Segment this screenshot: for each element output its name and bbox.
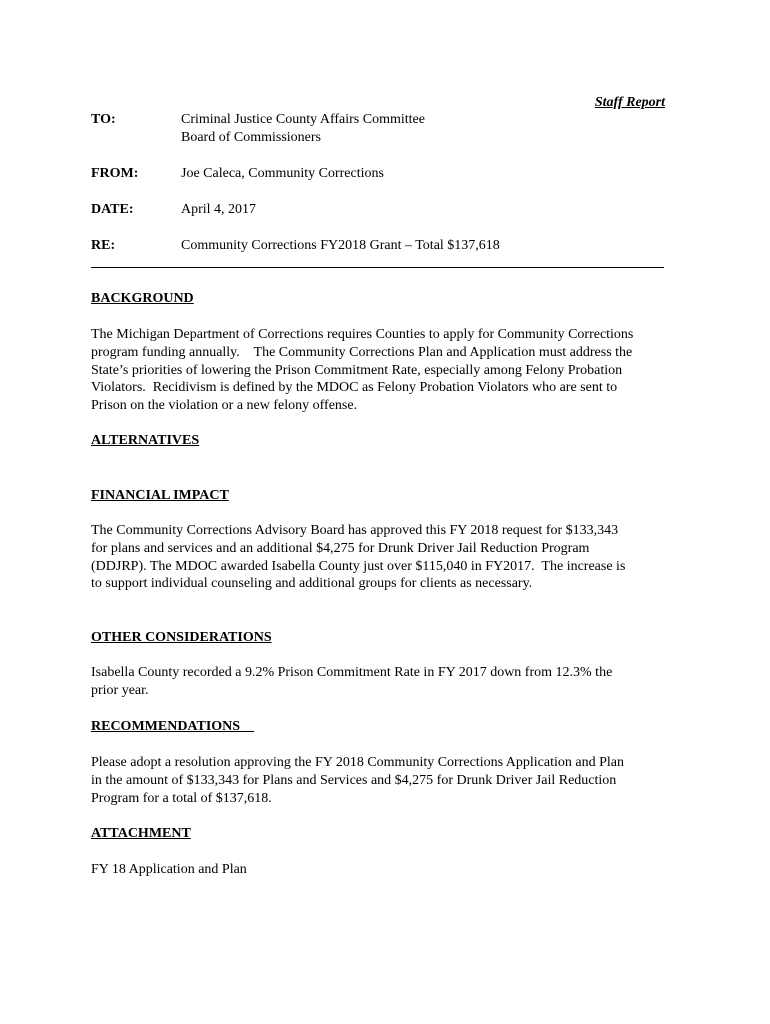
background-line: State’s priorities of lowering the Prison Commitment Rate, especially among Felony Probation xyxy=(91,362,623,378)
background-line: Prison on the violation or a new felony offense. xyxy=(91,398,358,414)
financial-impact-line: for plans and services and an additional $4,275 for Drunk Driver Jail Reduction Program xyxy=(91,540,590,556)
recommendations-line: Program for a total of $137,618. xyxy=(91,790,272,806)
recommendations-line: in the amount of $133,343 for Plans and Services and $4,275 for Drunk Driver Jail Reduction xyxy=(91,772,617,788)
financial-impact-line: to support individual counseling and additional groups for clients as necessary. xyxy=(91,576,533,592)
memo-to-label: TO: xyxy=(91,112,116,127)
alternatives-heading: ALTERNATIVES xyxy=(91,433,200,448)
background-paragraph xyxy=(91,326,681,415)
header-divider xyxy=(91,267,664,268)
memo-re-value: Community Corrections FY2018 Grant – Total $137,618 xyxy=(181,238,500,253)
attachment-paragraph xyxy=(91,861,681,879)
other-considerations-paragraph xyxy=(91,664,681,700)
recommendations-line: Please adopt a resolution approving the FY 2018 Community Corrections Application and Plan xyxy=(91,755,624,770)
financial-impact-line: (DDJRP). The MDOC awarded Isabella County just over $115,040 in FY2017. The increase is xyxy=(91,558,626,574)
memo-from-label: FROM: xyxy=(91,166,139,181)
background-line: Violators. Recidivism is defined by the MDOC as Felony Probation Violators who are sent to xyxy=(91,380,618,396)
background-heading: BACKGROUND xyxy=(91,291,194,306)
other-considerations-line: prior year. xyxy=(91,682,149,698)
report-type-label: Staff Report xyxy=(594,95,665,110)
memo-to-line-1: Criminal Justice County Affairs Committee xyxy=(181,112,425,127)
recommendations-paragraph xyxy=(91,754,681,807)
financial-impact-heading: FINANCIAL IMPACT xyxy=(91,488,229,503)
financial-impact-line: The Community Corrections Advisory Board has approved this FY 2018 request for $133,343 xyxy=(91,523,619,538)
other-considerations-heading: OTHER CONSIDERATIONS xyxy=(91,630,272,645)
memo-date-value: April 4, 2017 xyxy=(181,202,257,217)
memo-to-value xyxy=(181,111,671,147)
memo-from-value: Joe Caleca, Community Corrections xyxy=(181,166,384,181)
recommendations-heading: RECOMMENDATIONS xyxy=(91,719,255,734)
memo-to-line-2: Board of Commissioners xyxy=(181,130,321,145)
memo-re-label: RE: xyxy=(91,238,116,253)
financial-impact-paragraph xyxy=(91,522,681,593)
background-line: program funding annually. The Community Corrections Plan and Application must address the xyxy=(91,344,633,360)
attachment-line: FY 18 Application and Plan xyxy=(91,862,247,877)
background-line: The Michigan Department of Corrections requires Counties to apply for Community Corrections xyxy=(91,327,634,342)
other-considerations-line: Isabella County recorded a 9.2% Prison Commitment Rate in FY 2017 down from 12.3% the xyxy=(91,665,613,680)
memo-date-label: DATE: xyxy=(91,202,134,217)
attachment-heading: ATTACHMENT xyxy=(91,826,191,841)
